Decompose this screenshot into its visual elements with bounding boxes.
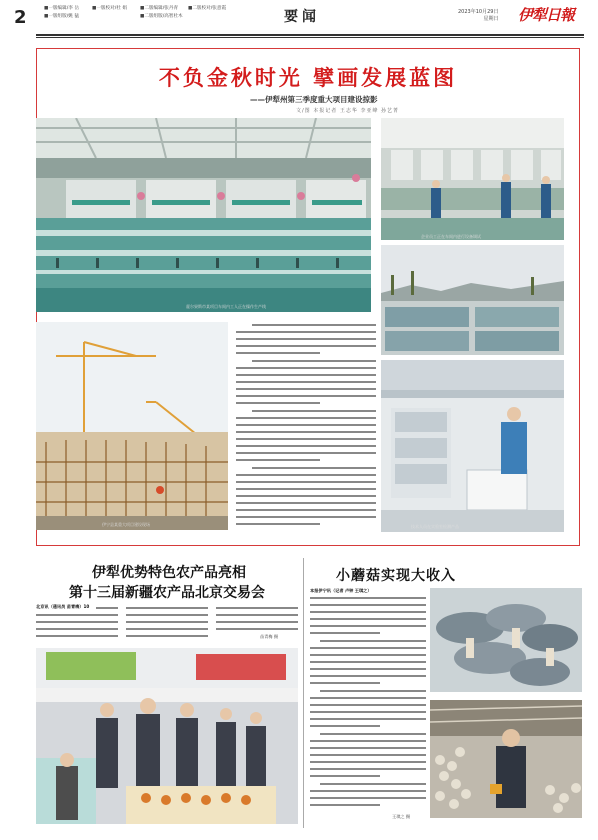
lab-photo xyxy=(381,360,564,532)
mushroom-article-lead: 本报伊宁讯（记者 卢钟 王琪之） xyxy=(310,588,372,593)
article-lead: 北京讯（通讯员 苗青梅）10 xyxy=(36,604,90,609)
photo-caption: 企业员工正在车间内进行设备调试 xyxy=(421,234,481,239)
staff-item: ■二版编辑/张丹青 xyxy=(140,6,179,11)
construction-image xyxy=(36,322,228,530)
staff-item: ■二版校对/张意霞 xyxy=(188,6,227,11)
feature-body-text xyxy=(236,322,376,534)
feature-subheadline: ——伊犁州第三季度重大项目建设掠影 xyxy=(250,95,378,104)
issue-date: 2023年10月29日 xyxy=(458,9,499,15)
staff-item: ■一版校对/杜 娟 xyxy=(92,6,127,11)
factory-image xyxy=(36,118,371,312)
ponds-image xyxy=(381,245,564,355)
mushroom-closeup-photo xyxy=(430,588,582,692)
article-left-text xyxy=(36,604,300,642)
construction-photo xyxy=(36,322,228,530)
column-divider xyxy=(303,558,304,828)
photo-caption: 技术人员在实验室检测产品 xyxy=(411,524,459,529)
ponds-photo xyxy=(381,245,564,355)
photo-credit: 苗青梅 摄 xyxy=(260,634,279,639)
mushroom-article-title: 小蘑菇实现大收入 xyxy=(336,568,456,584)
masthead-staff-list xyxy=(44,6,240,30)
article-right-text xyxy=(310,588,426,824)
newspaper-logo: 伊犁日報 xyxy=(518,6,575,24)
photo-caption: 霍尔果斯市某项目车间内工人正在操作生产线 xyxy=(186,304,266,309)
section-title: 要闻 xyxy=(284,9,320,25)
article-title-line2: 第十三届新疆农产品北京交易会 xyxy=(69,585,265,601)
feature-byline: 文/图 本报记者 王志华 李亚峰 孙艺菁 xyxy=(296,108,400,114)
exhibition-image xyxy=(36,648,298,824)
header-rule-thin xyxy=(36,37,584,38)
date-block xyxy=(458,9,498,23)
greenhouse-image xyxy=(430,700,582,818)
mushroom-closeup-image xyxy=(430,588,582,692)
exhibition-photo xyxy=(36,648,298,824)
lab-image xyxy=(381,360,564,532)
page-number: 2 xyxy=(14,7,27,28)
header-rule xyxy=(36,34,584,36)
factory-photo xyxy=(36,118,371,312)
staff-item: ■一版组版/姚 猛 xyxy=(44,14,79,19)
staff-item: ■二版组版/高智杜木 xyxy=(140,14,183,19)
workshop-image xyxy=(381,118,564,240)
feature-headline: 不负金秋时光 擘画发展蓝图 xyxy=(158,66,458,90)
issue-weekday: 星期日 xyxy=(483,16,499,22)
photo-caption: 伊宁县某重大项目建设现场 xyxy=(102,522,150,527)
mushroom-photo-credit: 王琪之 摄 xyxy=(392,814,411,819)
article-title-line1: 伊犁优势特色农产品亮相 xyxy=(92,565,246,581)
greenhouse-photo xyxy=(430,700,582,818)
staff-item: ■一版编辑/李 岳 xyxy=(44,6,79,11)
workshop-photo xyxy=(381,118,564,240)
